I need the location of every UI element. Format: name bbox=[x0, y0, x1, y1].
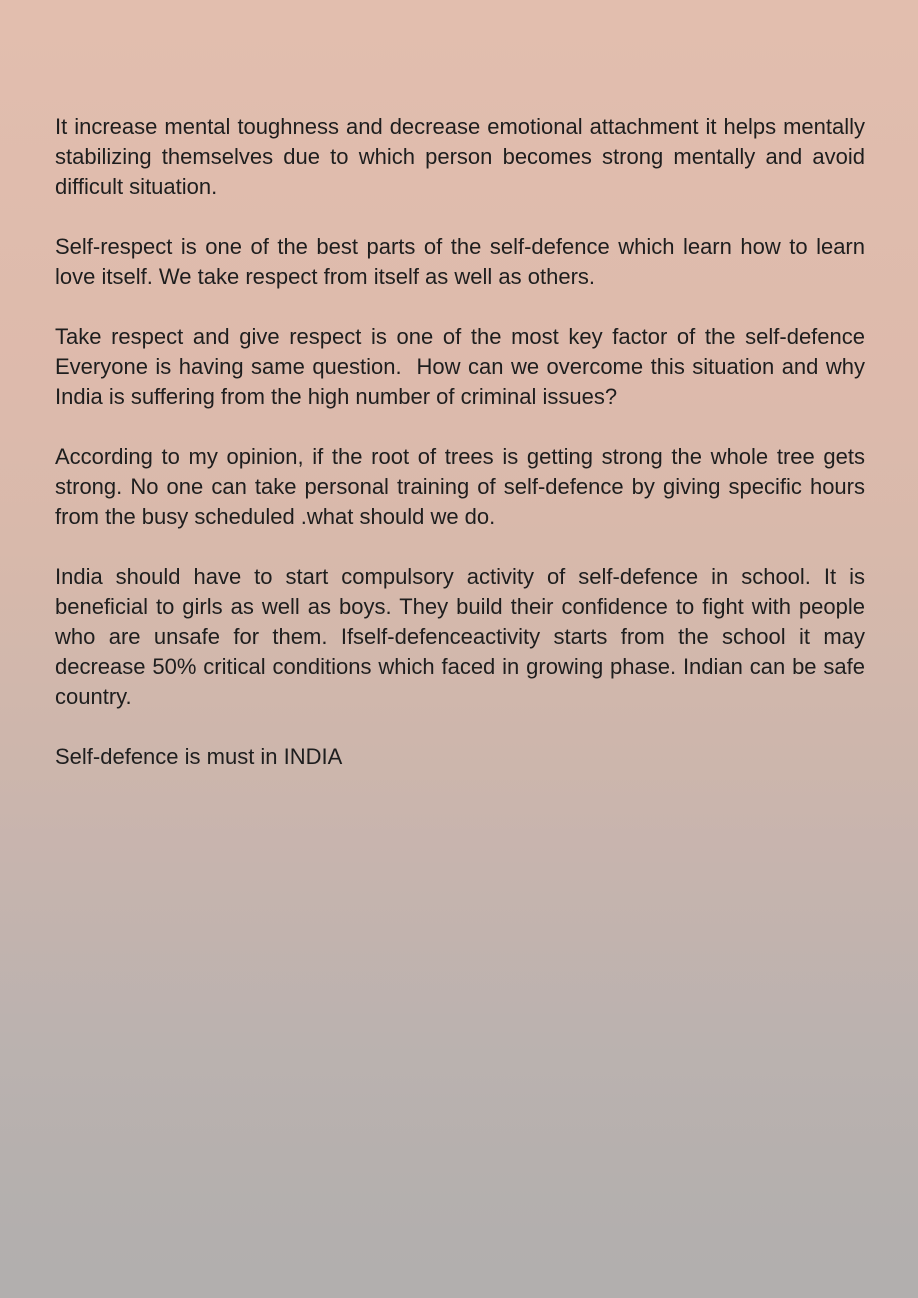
essay-paragraph-self-respect: Self-respect is one of the best parts of the self-defence which learn how to learn love itself. We take respect from itself as well as others. bbox=[55, 234, 872, 289]
essay-paragraph-opinion: According to my opinion, if the root of trees is getting strong the whole tree gets strong. No one can take personal training of self-defence by giving specific hours from the busy scheduled .what should we do. bbox=[55, 444, 872, 529]
essay-paragraph-take-respect: Take respect and give respect is one of the most key factor of the self-defence Everyone is having same question. How can we overcome this situation and why India is suffering from the high number of criminal issues? bbox=[55, 324, 878, 409]
essay-paragraph-school-activity: India should have to start compulsory activity of self-defence in school. It is beneficial to girls as well as boys. They build their confidence to fight with people who are unsafe for them. Ifself-defenceactivity starts from the school it may decrease 50% critical conditions which faced in growing phase. Indian can be safe country. bbox=[55, 564, 872, 709]
essay-paragraph-mental-toughness: It increase mental toughness and decrease emotional attachment it helps mentally stabilizing themselves due to which person becomes strong mentally and avoid difficult situation. bbox=[55, 114, 872, 199]
closing-line: Self-defence is must in INDIA bbox=[55, 744, 343, 769]
